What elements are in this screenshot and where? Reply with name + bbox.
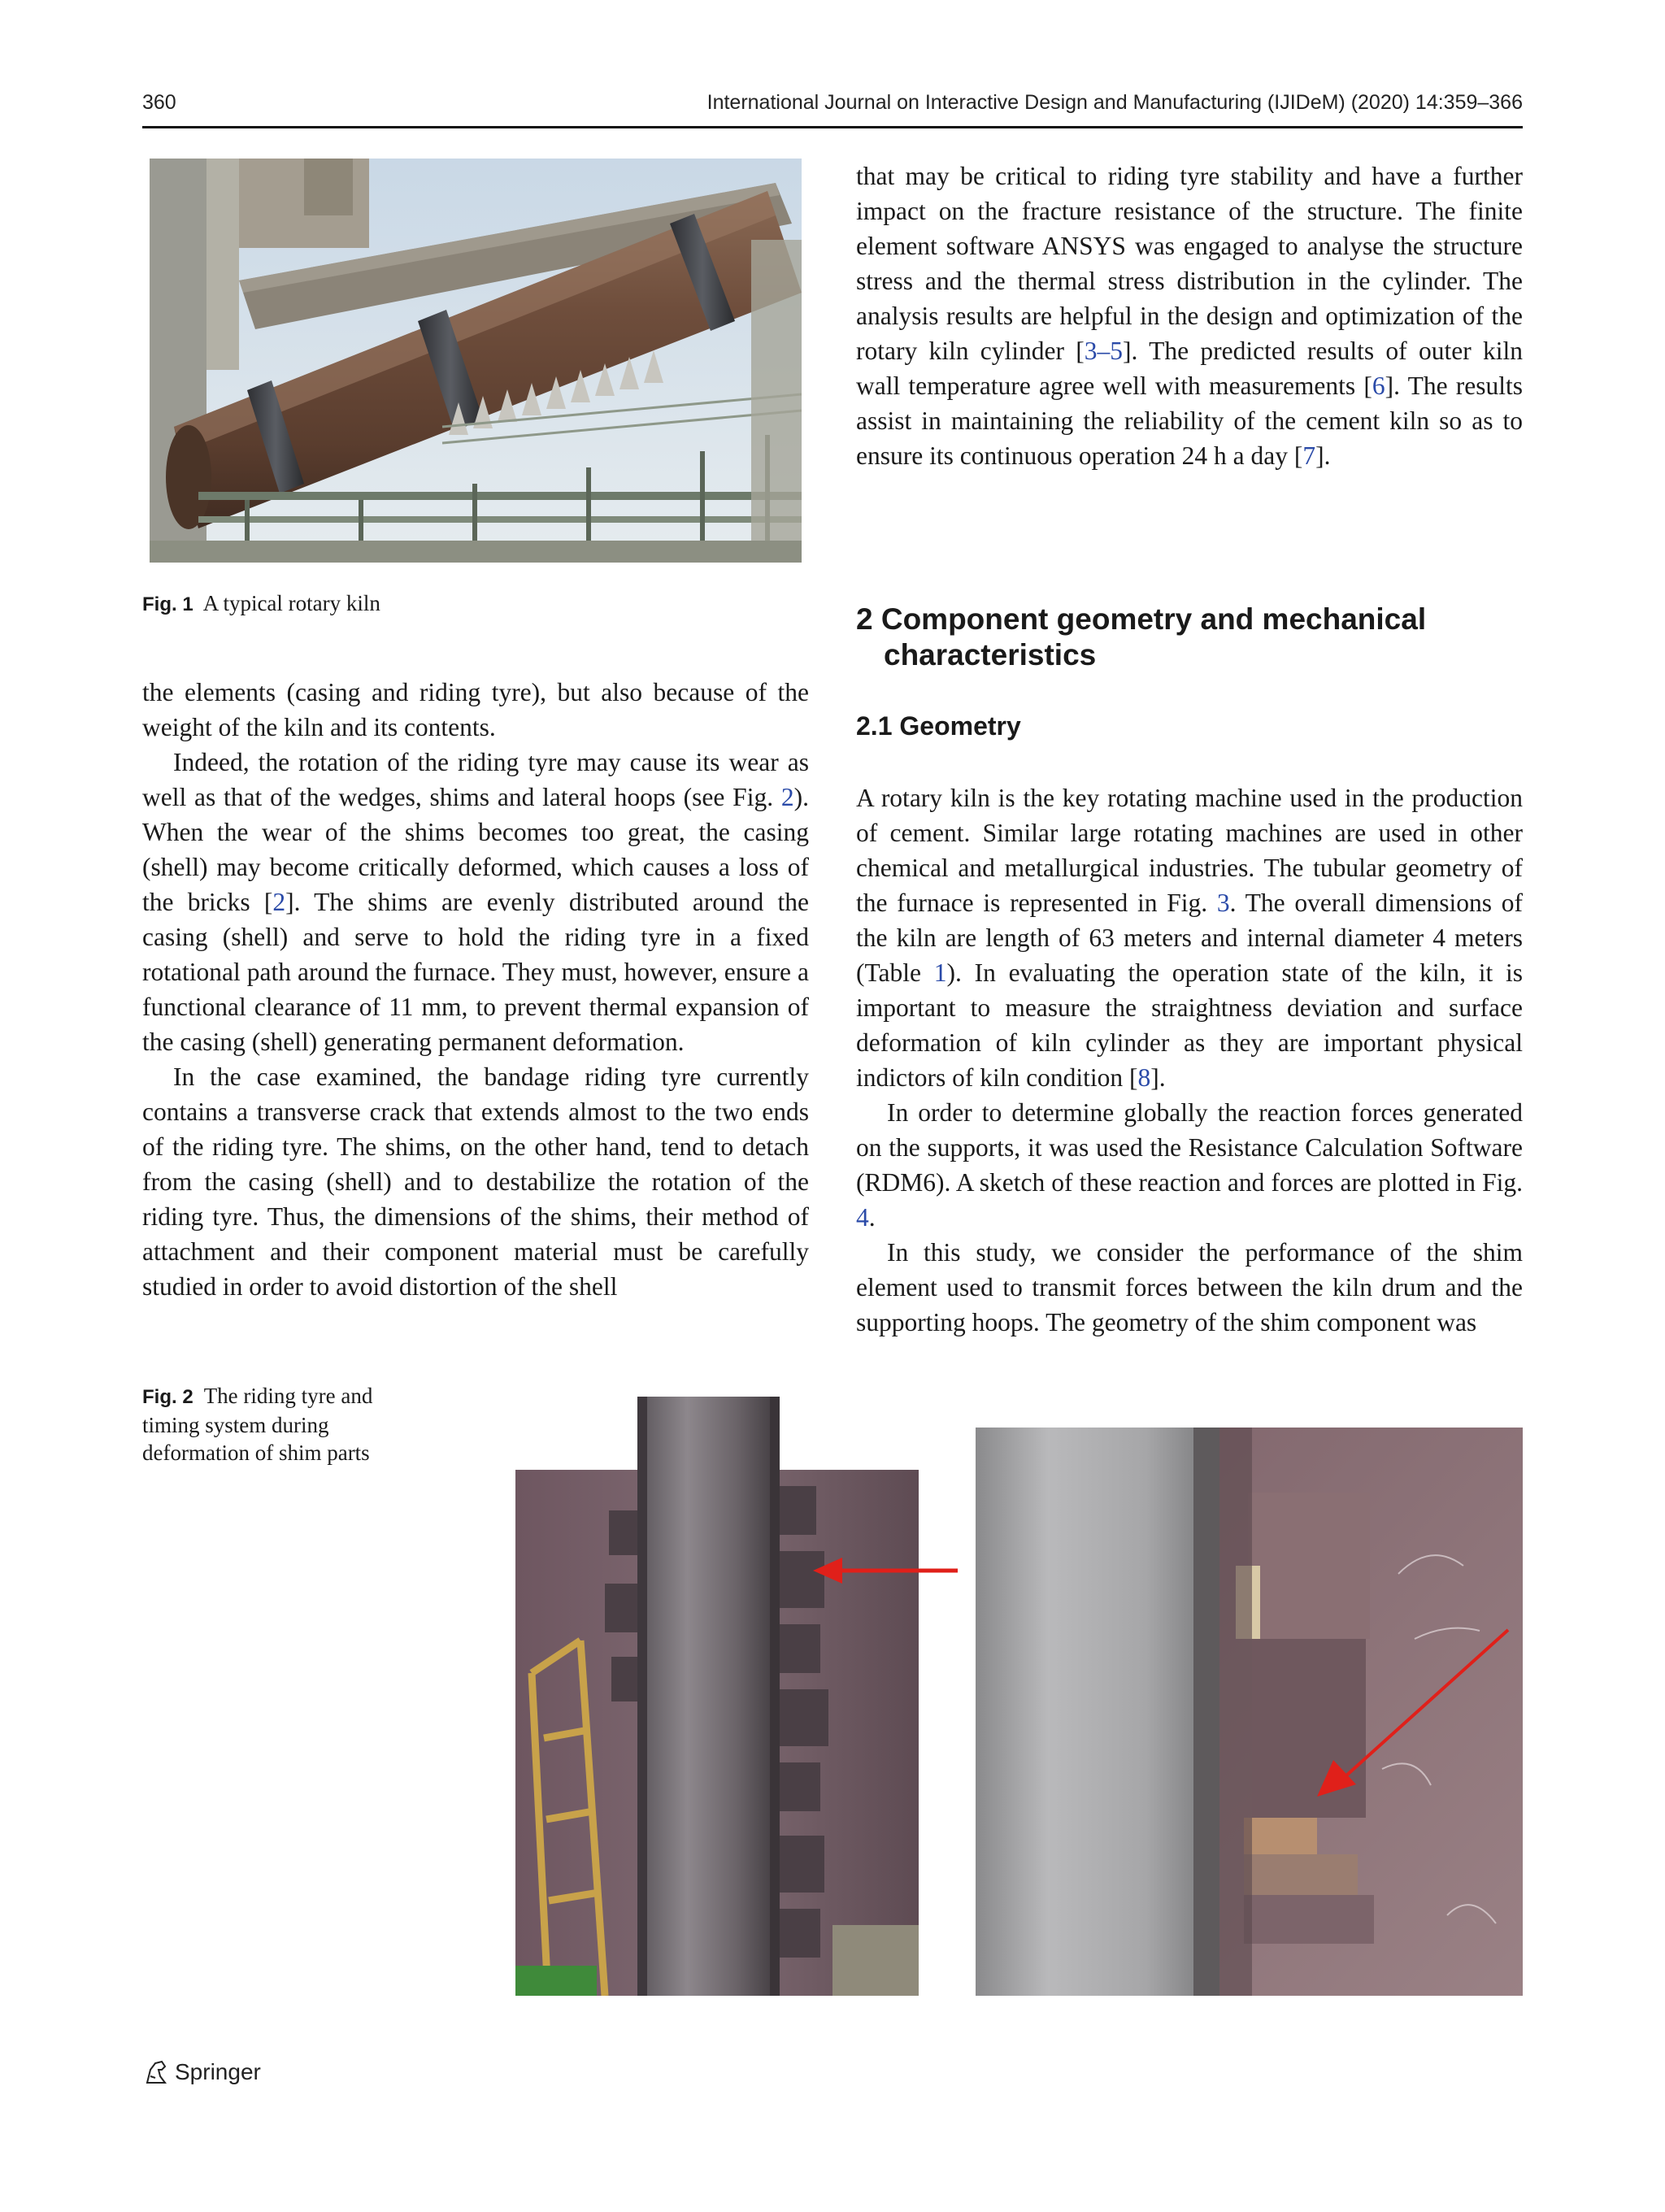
figure-2-caption <box>142 1382 411 1467</box>
journal-citation: International Journal on Interactive Design and Manufacturing (IJIDeM) (2020) 14:359–366 <box>706 91 1523 114</box>
fig-2-link[interactable]: 2 <box>780 783 794 811</box>
ref-6-link[interactable]: 6 <box>1372 372 1385 400</box>
figure-1-caption <box>142 589 630 619</box>
figure-2-left-photo <box>515 1397 919 1996</box>
page-number: 360 <box>142 91 176 114</box>
ref-7-link[interactable]: 7 <box>1302 441 1316 470</box>
red-arrow-diagonal <box>1309 1622 1520 1801</box>
figure-1-label: Fig. 1 <box>142 593 193 615</box>
right-paragraph-2: A rotary kiln is the key rotating machine used in the production of cement. Similar large rotating machines are used in other chemical and metallurgical industries. The tubular geometry of the furnace is represented in Fig. 3. The overall dimensions of the kiln are length of 63 meters and internal diameter 4 meters (Table 1). In evaluating the operation state of the kiln, it is important to measure the straightness deviation and surface deformation of kiln cylinder as they are important physical indictors of kiln condition [8]. <box>856 784 1523 1092</box>
publisher-name: Springer <box>175 2059 261 2084</box>
rotary-kiln-illustration <box>150 159 802 563</box>
running-header <box>142 91 1523 130</box>
figure-1-photo <box>150 159 802 563</box>
red-arrow-left <box>813 1554 959 1587</box>
section-heading: 2 Component geometry and mechanical characteristics <box>856 602 1427 671</box>
subsection-heading: 2.1 Geometry <box>856 711 1021 741</box>
right-paragraph-3: In order to determine globally the reaction forces generated on the supports, it was used the Resistance Calculation Software (RDM6). A sketch of these reaction and forces are plotted in Fig. 4. <box>856 1098 1523 1232</box>
left-paragraph-3: In the case examined, the bandage riding tyre currently contains a transverse crack that extends almost to the two ends of the riding tyre. The shims, on the other hand, tend to detach from the casing (shell) and to destabilize the rotation of the riding tyre. Thus, the dimensions of the shims, their method of attachment and their component material must be carefully studied in order to avoid distortion of the shell <box>142 1063 809 1301</box>
header-rule <box>142 126 1523 128</box>
footer <box>142 2058 261 2086</box>
table-1-link[interactable]: 1 <box>933 958 947 987</box>
left-paragraph-2: Indeed, the rotation of the riding tyre may cause its wear as well as that of the wedges, shims and lateral hoops (see Fig. 2). When the wear of the shims becomes too great, the casing (shell) may become critically deformed, which causes a loss of the bricks [2]. The shims are evenly distributed around the casing (shell) and serve to hold the riding tyre in a fixed rotational path around the furnace. They must, however, ensure a functional clearance of 11 mm, to prevent thermal expansion of the casing (shell) generating permanent deformation. <box>142 748 809 1056</box>
springer-horse-icon <box>142 2058 170 2086</box>
figure-2-label: Fig. 2 <box>142 1386 193 1408</box>
figure-1-caption-text: A typical rotary kiln <box>202 591 380 615</box>
ref-5-link[interactable]: 5 <box>1110 337 1124 365</box>
left-column <box>142 675 809 1304</box>
right-column-top <box>856 159 1523 473</box>
fig-4-link[interactable]: 4 <box>856 1203 869 1232</box>
ref-8-link[interactable]: 8 <box>1137 1063 1151 1092</box>
ref-3-link[interactable]: 3 <box>1084 337 1098 365</box>
right-paragraph-1: that may be critical to riding tyre stability and have a further impact on the fracture resistance of the structure. The finite element software ANSYS was engaged to analyse the structure stress and the thermal stress distribution in the cylinder. The analysis results are helpful in the design and optimization of the rotary kiln cylinder [3–5]. The predicted results of outer kiln wall temperature agree well with measurements [6]. The results assist in maintaining the reliability of the cement kiln so as to ensure its continuous operation 24 h a day [7]. <box>856 162 1523 470</box>
ref-2-link[interactable]: 2 <box>272 888 286 916</box>
figure-2-caption-text: The riding tyre and timing system during deformation of shim parts <box>142 1384 373 1465</box>
right-column-body <box>856 780 1523 1340</box>
right-paragraph-4: In this study, we consider the performance of the shim element used to transmit forces between the kiln drum and the supporting hoops. The geometry of the shim component was <box>856 1238 1523 1336</box>
riding-tyre-illustration <box>515 1397 919 1996</box>
left-paragraph-1: the elements (casing and riding tyre), but also because of the weight of the kiln and its contents. <box>142 678 809 741</box>
fig-3-link[interactable]: 3 <box>1216 889 1230 917</box>
